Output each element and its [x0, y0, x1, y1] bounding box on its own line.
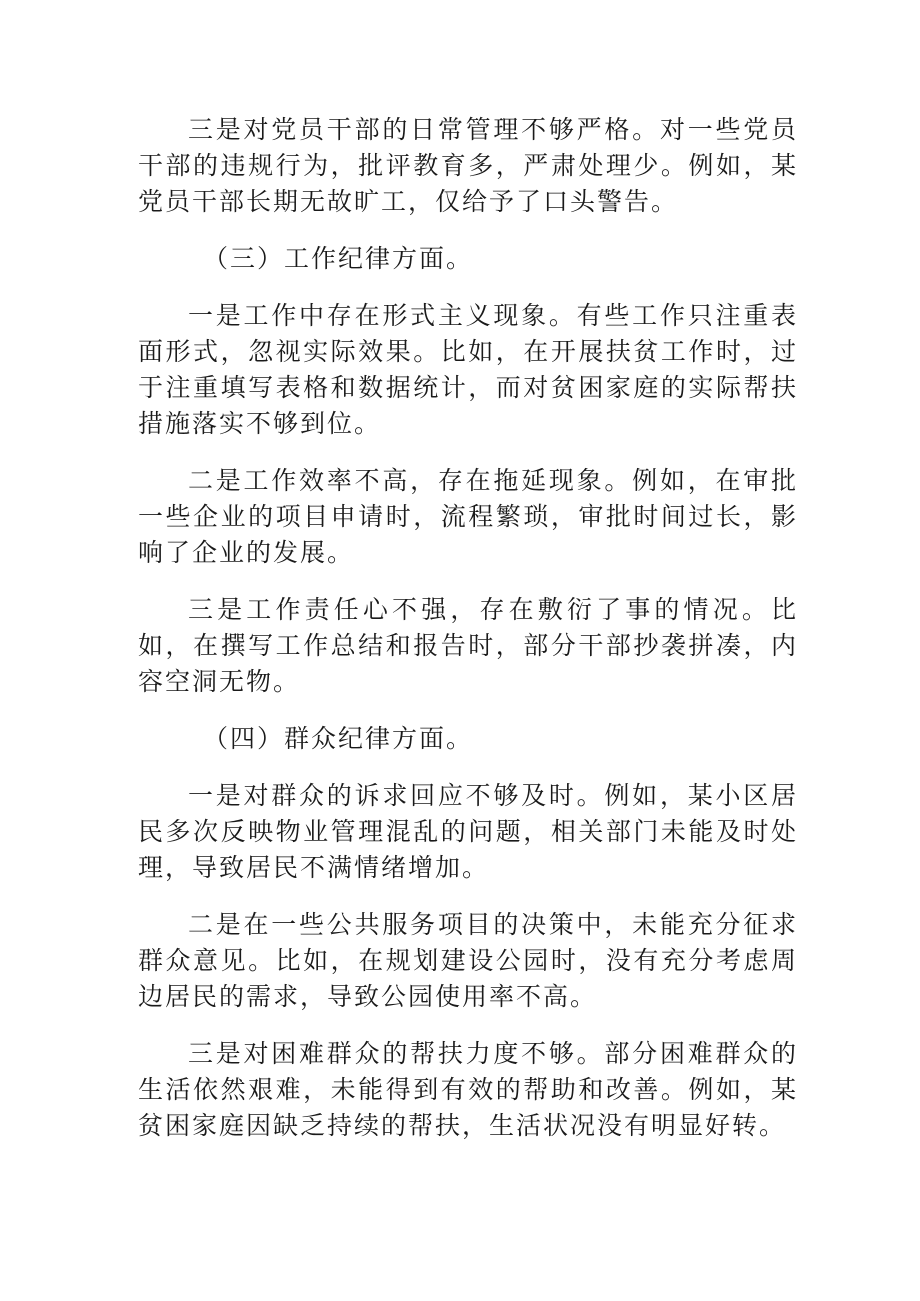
document-body: [138, 112, 798, 1144]
section-heading-mass-discipline: （四）群众纪律方面。: [203, 724, 474, 753]
paragraph-assistance: 三是对困难群众的帮扶力度不够。部分困难群众的生活依然艰难，未能得到有效的帮助和改善。例如，某贫困家庭因缺乏持续的帮扶，生活状况没有明显好转。: [138, 1039, 798, 1140]
paragraph-responsibility: 三是工作责任心不强，存在敷衍了事的情况。比如，在撰写工作总结和报告时，部分干部抄袭拼凑，内容空洞无物。: [138, 595, 798, 696]
paragraph-formalism: 一是工作中存在形式主义现象。有些工作只注重表面形式，忽视实际效果。比如，在开展扶贫工作时，过于注重填写表格和数据统计，而对贫困家庭的实际帮扶措施落实不够到位。: [138, 301, 798, 438]
section-heading-work-discipline: （三）工作纪律方面。: [203, 244, 474, 273]
paragraph-public-opinion: 二是在一些公共服务项目的决策中，未能充分征求群众意见。比如，在规划建设公园时，没有充分考虑周边居民的需求，导致公园使用率不高。: [138, 910, 798, 1011]
paragraph-response-timeliness: 一是对群众的诉求回应不够及时。例如，某小区居民多次反映物业管理混乱的问题，相关部门未能及时处理，导致居民不满情绪增加。: [138, 781, 798, 882]
paragraph-party-management: 三是对党员干部的日常管理不够严格。对一些党员干部的违规行为，批评教育多，严肃处理少。例如，某党员干部长期无故旷工，仅给予了口头警告。: [138, 115, 798, 216]
paragraph-efficiency: 二是工作效率不高，存在拖延现象。例如，在审批一些企业的项目申请时，流程繁琐，审批时间过长，影响了企业的发展。: [138, 466, 798, 567]
